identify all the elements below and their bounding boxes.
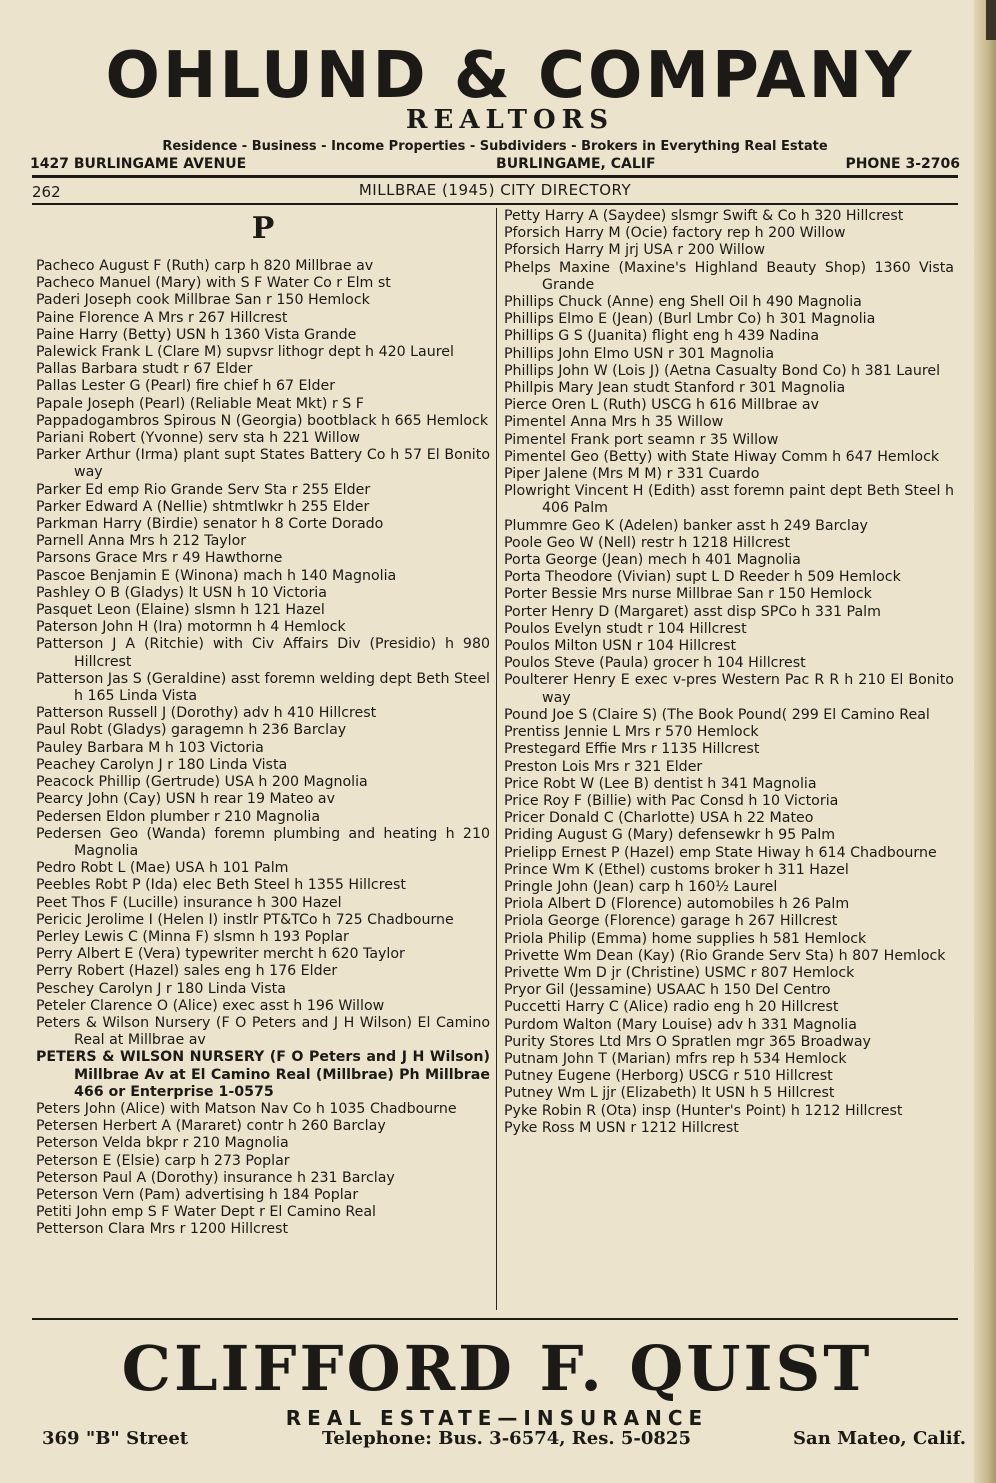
bottom-ad-city: San Mateo, Calif. (793, 1428, 966, 1449)
directory-entry: Price Robt W (Lee B) dentist h 341 Magnolia (504, 775, 817, 792)
right-entries (504, 208, 954, 1137)
directory-entry: Peterson Vern (Pam) advertising h 184 Poplar (36, 1186, 359, 1203)
directory-entry: Peterson Paul A (Dorothy) insurance h 231 Barclay (36, 1169, 395, 1186)
directory-entry: Phillips G S (Juanita) flight eng h 439 Nadina (504, 328, 820, 345)
directory-entry: Phillips John W (Lois J) (Aetna Casualty Bond Co) h 381 Laurel (504, 362, 941, 379)
directory-entry: Paul Robt (Gladys) garagemn h 236 Barclay (36, 722, 347, 739)
column-divider (496, 208, 497, 1310)
directory-entry: Pariani Robert (Yvonne) serv sta h 221 Willow (36, 430, 361, 447)
top-ad-address: 1427 BURLINGAME AVENUE (30, 156, 247, 172)
directory-entry: Piper Jalene (Mrs M M) r 331 Cuardo (504, 466, 760, 483)
bottom-rule (32, 1318, 958, 1320)
directory-entry: Pricer Donald C (Charlotte) USA h 22 Mateo (504, 810, 814, 827)
directory-entry: Paterson John H (Ira) motormn h 4 Hemlock (36, 619, 346, 636)
directory-entry: Patterson Russell J (Dorothy) adv h 410 Hillcrest (36, 705, 377, 722)
header-rule (32, 203, 958, 205)
directory-entry: Perry Robert (Hazel) sales eng h 176 Elder (36, 963, 338, 980)
directory-entry: Pacheco August F (Ruth) carp h 820 Millbrae av (36, 258, 374, 274)
directory-entry: Putney Wm L jjr (Elizabeth) lt USN h 5 Hillcrest (504, 1085, 835, 1102)
directory-entry: Pericic Jerolime I (Helen I) instlr PT&TCo h 725 Chadbourne (36, 911, 454, 928)
directory-entry: Poulos Milton USN r 104 Hillcrest (504, 638, 737, 655)
directory-entry: Peacock Phillip (Gertrude) USA h 200 Magnolia (36, 774, 368, 791)
directory-entry: Peteler Clarence O (Alice) exec asst h 196 Willow (36, 997, 385, 1014)
directory-entry: Pascoe Benjamin E (Winona) mach h 140 Magnolia (36, 567, 397, 584)
directory-entry: Pryor Gil (Jessamine) USAAC h 150 Del Centro (504, 982, 831, 999)
directory-entry: Parker Arthur (Irma) plant supt States Battery Co h 57 El Bonito way (36, 447, 490, 481)
left-column (36, 208, 490, 1239)
directory-entry: Phelps Maxine (Maxine's Highland Beauty Shop) 1360 Vista Grande (504, 259, 954, 293)
section-letter: P (251, 211, 275, 246)
directory-entry: Papale Joseph (Pearl) (Reliable Meat Mkt) r S F (36, 395, 364, 412)
top-ad-services: Residence - Business - Income Properties - Subdividers - Brokers in Everything Real Estate (162, 139, 828, 154)
directory-entry: Parnell Anna Mrs h 212 Taylor (36, 533, 247, 550)
top-ad-contact-row (30, 156, 960, 172)
directory-entry: Peters & Wilson Nursery (F O Peters and J H Wilson) El Camino Real at Millbrae av (36, 1014, 490, 1049)
directory-entry: Palewick Frank L (Clare M) supvsr lithogr dept h 420 Laurel (36, 344, 454, 361)
bottom-ad-subtitle: REAL ESTATE—INSURANCE (285, 1406, 709, 1430)
directory-entry: Peterson Velda bkpr r 210 Magnolia (36, 1135, 289, 1152)
directory-entry: Perry Albert E (Vera) typewriter mercht h 620 Taylor (36, 946, 405, 963)
directory-entry: Pforsich Harry M jrj USA r 200 Willow (504, 242, 765, 259)
directory-entry: Peachey Carolyn J r 180 Linda Vista (36, 756, 288, 773)
top-ad-city: BURLINGAME, CALIF (496, 156, 656, 172)
directory-entry: Priding August G (Mary) defensewkr h 95 Palm (504, 827, 836, 844)
directory-entry: Parker Edward A (Nellie) shtmtlwkr h 255 Elder (36, 498, 370, 515)
directory-entry: Priola Albert D (Florence) automobiles h 26 Palm (504, 896, 850, 913)
directory-entry: Parkman Harry (Birdie) senator h 8 Corte Dorado (36, 516, 384, 533)
directory-entry: Peet Thos F (Lucille) insurance h 300 Hazel (36, 894, 342, 911)
directory-entry: Preston Lois Mrs r 321 Elder (504, 758, 703, 775)
top-ad-phone: PHONE 3-2706 (845, 156, 960, 172)
directory-entry: Pasquet Leon (Elaine) slsmn h 121 Hazel (36, 602, 325, 619)
bottom-ad-title: CLIFFORD F. QUIST (121, 1332, 873, 1405)
left-entries (36, 258, 490, 1239)
directory-entry: Putney Eugene (Herborg) USCG r 510 Hillcrest (504, 1068, 833, 1085)
directory-entry: Porta Theodore (Vivian) supt L D Reeder h 509 Hemlock (504, 569, 901, 586)
directory-entry: Prince Wm K (Ethel) customs broker h 311 Hazel (504, 861, 849, 878)
directory-entry: Pedersen Geo (Wanda) foremn plumbing and heating h 210 Magnolia (36, 825, 490, 859)
page-edge (974, 0, 996, 1483)
directory-entry: Paine Florence A Mrs r 267 Hillcrest (36, 309, 288, 326)
directory-entry: Pyke Robin R (Ota) insp (Hunter's Point) h 1212 Hillcrest (504, 1102, 903, 1119)
directory-entry: Phillpis Mary Jean studt Stanford r 301 Magnolia (504, 380, 846, 397)
directory-entry: Priola George (Florence) garage h 267 Hillcrest (504, 913, 838, 930)
directory-entry: Priola Philip (Emma) home supplies h 581 Hemlock (504, 930, 867, 947)
top-ad-title: OHLUND & COMPANY (105, 39, 915, 113)
directory-entry: Prielipp Ernest P (Hazel) emp State Hiway h 614 Chadbourne (504, 844, 937, 861)
directory-entry: Pierce Oren L (Ruth) USCG h 616 Millbrae av (504, 397, 819, 414)
directory-entry: Pappadogambros Spirous N (Georgia) bootblack h 665 Hemlock (36, 412, 489, 429)
directory-entry: Porter Bessie Mrs nurse Millbrae San r 150 Hemlock (504, 586, 872, 603)
directory-entry: Peterson E (Elsie) carp h 273 Poplar (36, 1152, 290, 1169)
directory-entry: Porta George (Jean) mech h 401 Magnolia (504, 552, 801, 569)
page-corner-shadow (986, 0, 996, 40)
bottom-ad-telephone: Telephone: Bus. 3-6574, Res. 5-0825 (322, 1428, 691, 1449)
directory-entry: Puccetti Harry C (Alice) radio eng h 20 Hillcrest (504, 999, 839, 1016)
bottom-ad-address: 369 "B" Street (42, 1428, 189, 1449)
directory-entry: Patterson Jas S (Geraldine) asst foremn welding dept Beth Steel h 165 Linda Vista (36, 670, 490, 705)
directory-entry: Pallas Lester G (Pearl) fire chief h 67 Elder (36, 378, 336, 395)
directory-entry: Pound Joe S (Claire S) (The Book Pound( 299 El Camino Real (504, 706, 930, 723)
directory-entry: PETERS & WILSON NURSERY (F O Peters and J H Wilson) Millbrae Av at El Camino Real (Millbrae) Ph Millbrae 466 or Enterprise 1-0575 (36, 1049, 490, 1100)
directory-entry: Pimentel Geo (Betty) with State Hiway Comm h 647 Hemlock (504, 448, 940, 465)
directory-entry: Pimentel Frank port seamn r 35 Willow (504, 431, 779, 448)
directory-entry: Purdom Walton (Mary Louise) adv h 331 Magnolia (504, 1016, 857, 1033)
directory-entry: Perley Lewis C (Minna F) slsmn h 193 Poplar (36, 928, 349, 945)
directory-entry: Pedersen Eldon plumber r 210 Magnolia (36, 808, 321, 825)
directory-entry: Phillips Elmo E (Jean) (Burl Lmbr Co) h 301 Magnolia (504, 311, 876, 328)
directory-entry: Peebles Robt P (Ida) elec Beth Steel h 1355 Hillcrest (36, 877, 406, 894)
directory-entry: Putnam John T (Marian) mfrs rep h 534 Hemlock (504, 1050, 847, 1067)
directory-entry: Prentiss Jennie L Mrs r 570 Hemlock (504, 724, 759, 741)
directory-entry: Pearcy John (Cay) USN h rear 19 Mateo av (36, 791, 336, 808)
directory-entry: Petterson Clara Mrs r 1200 Hillcrest (36, 1221, 289, 1238)
directory-entry: Pringle John (Jean) carp h 160½ Laurel (504, 878, 778, 895)
directory-entry: Privette Wm Dean (Kay) (Rio Grande Serv Sta) h 807 Hemlock (504, 947, 946, 964)
directory-entry: Price Roy F (Billie) with Pac Consd h 10 Victoria (504, 792, 839, 809)
directory-entry: Purity Stores Ltd Mrs O Spratlen mgr 365 Broadway (504, 1033, 871, 1050)
directory-entry: Paine Harry (Betty) USN h 1360 Vista Grande (36, 326, 357, 343)
top-rule (32, 175, 958, 178)
bottom-advertisement (32, 1330, 966, 1449)
directory-title: MILLBRAE (1945) CITY DIRECTORY (358, 181, 632, 199)
directory-entry: Phillips John Elmo USN r 301 Magnolia (504, 345, 775, 362)
directory-entry: Poole Geo W (Nell) restr h 1218 Hillcrest (504, 534, 791, 551)
directory-entry: Parker Ed emp Rio Grande Serv Sta r 255 Elder (36, 481, 371, 498)
directory-entry: Petiti John emp S F Water Dept r El Camino Real (36, 1204, 376, 1221)
directory-entry: Petty Harry A (Saydee) slsmgr Swift & Co h 320 Hillcrest (504, 208, 904, 224)
directory-entry: Pauley Barbara M h 103 Victoria (36, 739, 264, 756)
directory-entry: Pedro Robt L (Mae) USA h 101 Palm (36, 860, 289, 877)
directory-entry: Patterson J A (Ritchie) with Civ Affairs Div (Presidio) h 980 Hillcrest (36, 636, 490, 670)
top-ad-subtitle: REALTORS (405, 105, 615, 135)
directory-entry: Pforsich Harry M (Ocie) factory rep h 200 Willow (504, 225, 846, 242)
directory-entry: Prestegard Effie Mrs r 1135 Hillcrest (504, 741, 760, 758)
directory-entry: Paderi Joseph cook Millbrae San r 150 Hemlock (36, 292, 370, 309)
right-column (504, 208, 954, 1137)
directory-entry: Plowright Vincent H (Edith) asst foremn paint dept Beth Steel h 406 Palm (504, 483, 954, 517)
directory-entry: Porter Henry D (Margaret) asst disp SPCo h 331 Palm (504, 603, 881, 620)
running-header (32, 181, 958, 203)
directory-entry: Pimentel Anna Mrs h 35 Willow (504, 414, 724, 431)
directory-entry: Pallas Barbara studt r 67 Elder (36, 361, 253, 378)
directory-entry: Poulos Evelyn studt r 104 Hillcrest (504, 620, 747, 637)
directory-entry: Poulos Steve (Paula) grocer h 104 Hillcrest (504, 655, 806, 672)
directory-entry: Petersen Herbert A (Mararet) contr h 260 Barclay (36, 1118, 386, 1135)
directory-entry: Pacheco Manuel (Mary) with S F Water Co r Elm st (36, 275, 391, 292)
directory-entry: Peters John (Alice) with Matson Nav Co h 1035 Chadbourne (36, 1100, 457, 1117)
directory-entry: Parsons Grace Mrs r 49 Hawthorne (36, 550, 283, 567)
directory-entry: Privette Wm D jr (Christine) USMC r 807 Hemlock (504, 964, 855, 981)
directory-entry: Pashley O B (Gladys) lt USN h 10 Victoria (36, 584, 327, 601)
directory-entry: Poulterer Henry E exec v-pres Western Pac R R h 210 El Bonito way (504, 672, 954, 706)
page-number: 262 (32, 183, 61, 201)
directory-entry: Peschey Carolyn J r 180 Linda Vista (36, 980, 286, 997)
directory-entry: Phillips Chuck (Anne) eng Shell Oil h 490 Magnolia (504, 294, 862, 311)
directory-entry: Pyke Ross M USN r 1212 Hillcrest (504, 1119, 739, 1136)
directory-entry: Plummre Geo K (Adelen) banker asst h 249 Barclay (504, 517, 868, 534)
top-advertisement (30, 40, 960, 172)
